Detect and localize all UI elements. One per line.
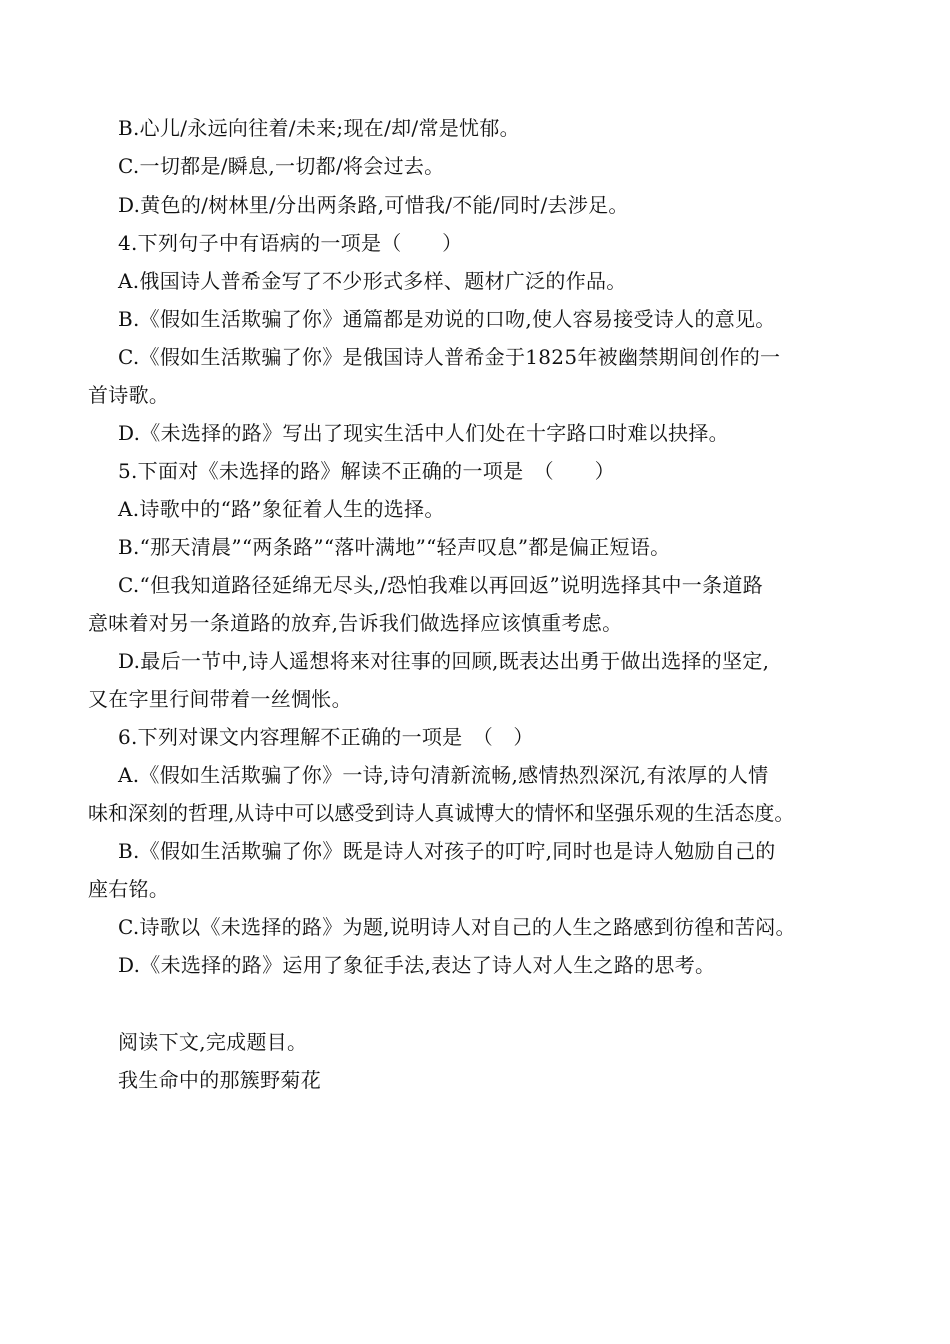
q3-option-c: C.一切都是/瞬息,一切都/将会过去。	[118, 154, 445, 178]
q6-option-c: C.诗歌以《未选择的路》为题,说明诗人对自己的人生之路感到彷徨和苦闷。	[118, 915, 796, 939]
q3-option-d: D.黄色的/树林里/分出两条路,可惜我/不能/同时/去涉足。	[118, 193, 629, 217]
q5-option-b: B.“那天清晨”“两条路”“落叶满地”“轻声叹息”都是偏正短语。	[118, 535, 671, 559]
passage-title: 我生命中的那簇野菊花	[118, 1068, 321, 1092]
q5-option-d: D.最后一节中,诗人遥想将来对往事的回顾,既表达出勇于做出选择的坚定,	[118, 649, 770, 673]
q6-option-b-continued: 座右铭。	[88, 877, 170, 901]
question-6-stem: 6.下列对课文内容理解不正确的一项是 （ ）	[118, 725, 534, 749]
question-4-stem: 4.下列句子中有语病的一项是（ ）	[118, 231, 463, 255]
q4-option-a: A.俄国诗人普希金写了不少形式多样、题材广泛的作品。	[118, 269, 627, 293]
q4-option-c-continued: 首诗歌。	[88, 383, 170, 407]
q3-option-b: B.心儿/永远向往着/未来;现在/却/常是忧郁。	[118, 116, 520, 140]
q6-option-a-continued: 味和深刻的哲理,从诗中可以感受到诗人真诚博大的情怀和坚强乐观的生活态度。	[88, 801, 795, 825]
q6-option-d: D.《未选择的路》运用了象征手法,表达了诗人对人生之路的思考。	[118, 953, 716, 977]
q5-option-c: C.“但我知道路径延绵无尽头,/恐怕我难以再回返”说明选择其中一条道路	[118, 573, 763, 597]
q5-option-c-continued: 意味着对另一条道路的放弃,告诉我们做选择应该慎重考虑。	[88, 611, 623, 635]
q4-option-b: B.《假如生活欺骗了你》通篇都是劝说的口吻,使人容易接受诗人的意见。	[118, 307, 776, 331]
question-5-stem: 5.下面对《未选择的路》解读不正确的一项是 （ ）	[118, 459, 615, 483]
q4-option-d: D.《未选择的路》写出了现实生活中人们处在十字路口时难以抉择。	[118, 421, 729, 445]
q6-option-a: A.《假如生活欺骗了你》一诗,诗句清新流畅,感情热烈深沉,有浓厚的人情	[118, 763, 769, 787]
q6-option-b: B.《假如生活欺骗了你》既是诗人对孩子的叮咛,同时也是诗人勉励自己的	[118, 839, 776, 863]
q5-option-d-continued: 又在字里行间带着一丝惆怅。	[88, 687, 352, 711]
reading-instruction: 阅读下文,完成题目。	[118, 1030, 308, 1054]
q5-option-a: A.诗歌中的“路”象征着人生的选择。	[118, 497, 445, 521]
q4-option-c: C.《假如生活欺骗了你》是俄国诗人普希金于1825年被幽禁期间创作的一	[118, 345, 781, 369]
